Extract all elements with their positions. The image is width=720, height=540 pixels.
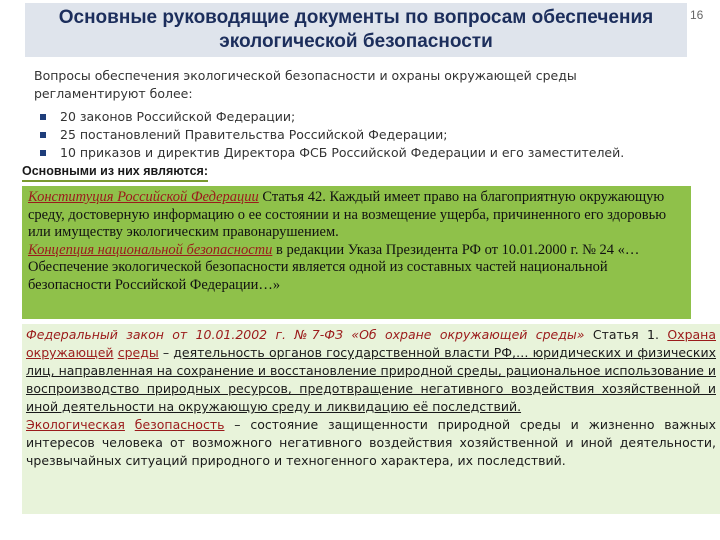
federal-law-title: Федеральный закон от 10.01.2002 г. №7-ФЗ «Об охране окружающей среды» xyxy=(26,327,585,342)
federal-law-article: Статья 1. xyxy=(584,327,659,342)
square-bullet-icon xyxy=(40,114,46,120)
term-safety: безопасность xyxy=(134,417,225,432)
list-item xyxy=(40,108,624,126)
constitution-title: Конституция Российской Федерации xyxy=(28,189,259,205)
federal-law-box xyxy=(22,324,720,514)
ecological-safety-text: – состояние защищенности природной среды и жизненно важных интересов человека от возможного негативного воздействия хозяйственной и иной деятельности, чрезвычайных ситуаций природного и техногенного характера, их последствий. xyxy=(26,417,716,468)
security-concept-paragraph xyxy=(28,242,685,295)
bullet-text: 20 законов Российской Федерации; xyxy=(60,109,296,124)
constitution-paragraph xyxy=(28,189,685,242)
intro-text: Вопросы обеспечения экологической безопасности и охраны окружающей среды регламентируют более: xyxy=(34,68,577,101)
term-protection: Охрана xyxy=(667,327,716,342)
square-bullet-icon xyxy=(40,150,46,156)
constitution-box xyxy=(22,186,691,319)
term-ecological: Экологическая xyxy=(26,417,125,432)
definition-dash: – xyxy=(158,345,174,360)
term-medium: среды xyxy=(117,345,159,360)
security-concept-title: Концепция национальной безопасности xyxy=(28,241,273,258)
slide-title: Основные руководящие документы по вопросам обеспечения экологической безопасности xyxy=(58,7,654,52)
term-environment: окружающей xyxy=(26,345,114,360)
title-box xyxy=(25,3,687,57)
list-item xyxy=(40,144,624,162)
security-concept-text: в редакции Указа Президента РФ от 10.01.2000 г. № 24 «…Обеспечение экологической безопасности является одной из составных частей национальной безопасности Российской Федерации…» xyxy=(28,241,640,293)
slide-number: 16 xyxy=(690,8,704,22)
bullet-list xyxy=(40,108,624,162)
constitution-text: Статья 42. Каждый имеет право на благоприятную окружающую среду, достоверную информацию о ее состоянии и на возмещение ущерба, причиненного его здоровью или имуществу экологическим правонарушением. xyxy=(28,189,667,240)
list-item xyxy=(40,126,624,144)
ecological-safety-paragraph xyxy=(26,416,716,470)
bullet-text: 10 приказов и директив Директора ФСБ Российской Федерации и его заместителей. xyxy=(60,145,625,160)
main-heading: Основными из них являются: xyxy=(22,164,208,182)
square-bullet-icon xyxy=(40,132,46,138)
bullet-text: 25 постановлений Правительства Российской Федерации; xyxy=(60,127,448,142)
definition-text: деятельность органов государственной власти РФ,… юридических и физических лиц, направленная на сохранение и восстановление природной среды, рациональное использование и воспроизводство природных ресурсов, предотвращение негативного воздействия хозяйственной и иной деятельности на окружающую среду и ликвидацию её последствий. xyxy=(26,345,717,414)
federal-law-paragraph xyxy=(26,326,716,416)
